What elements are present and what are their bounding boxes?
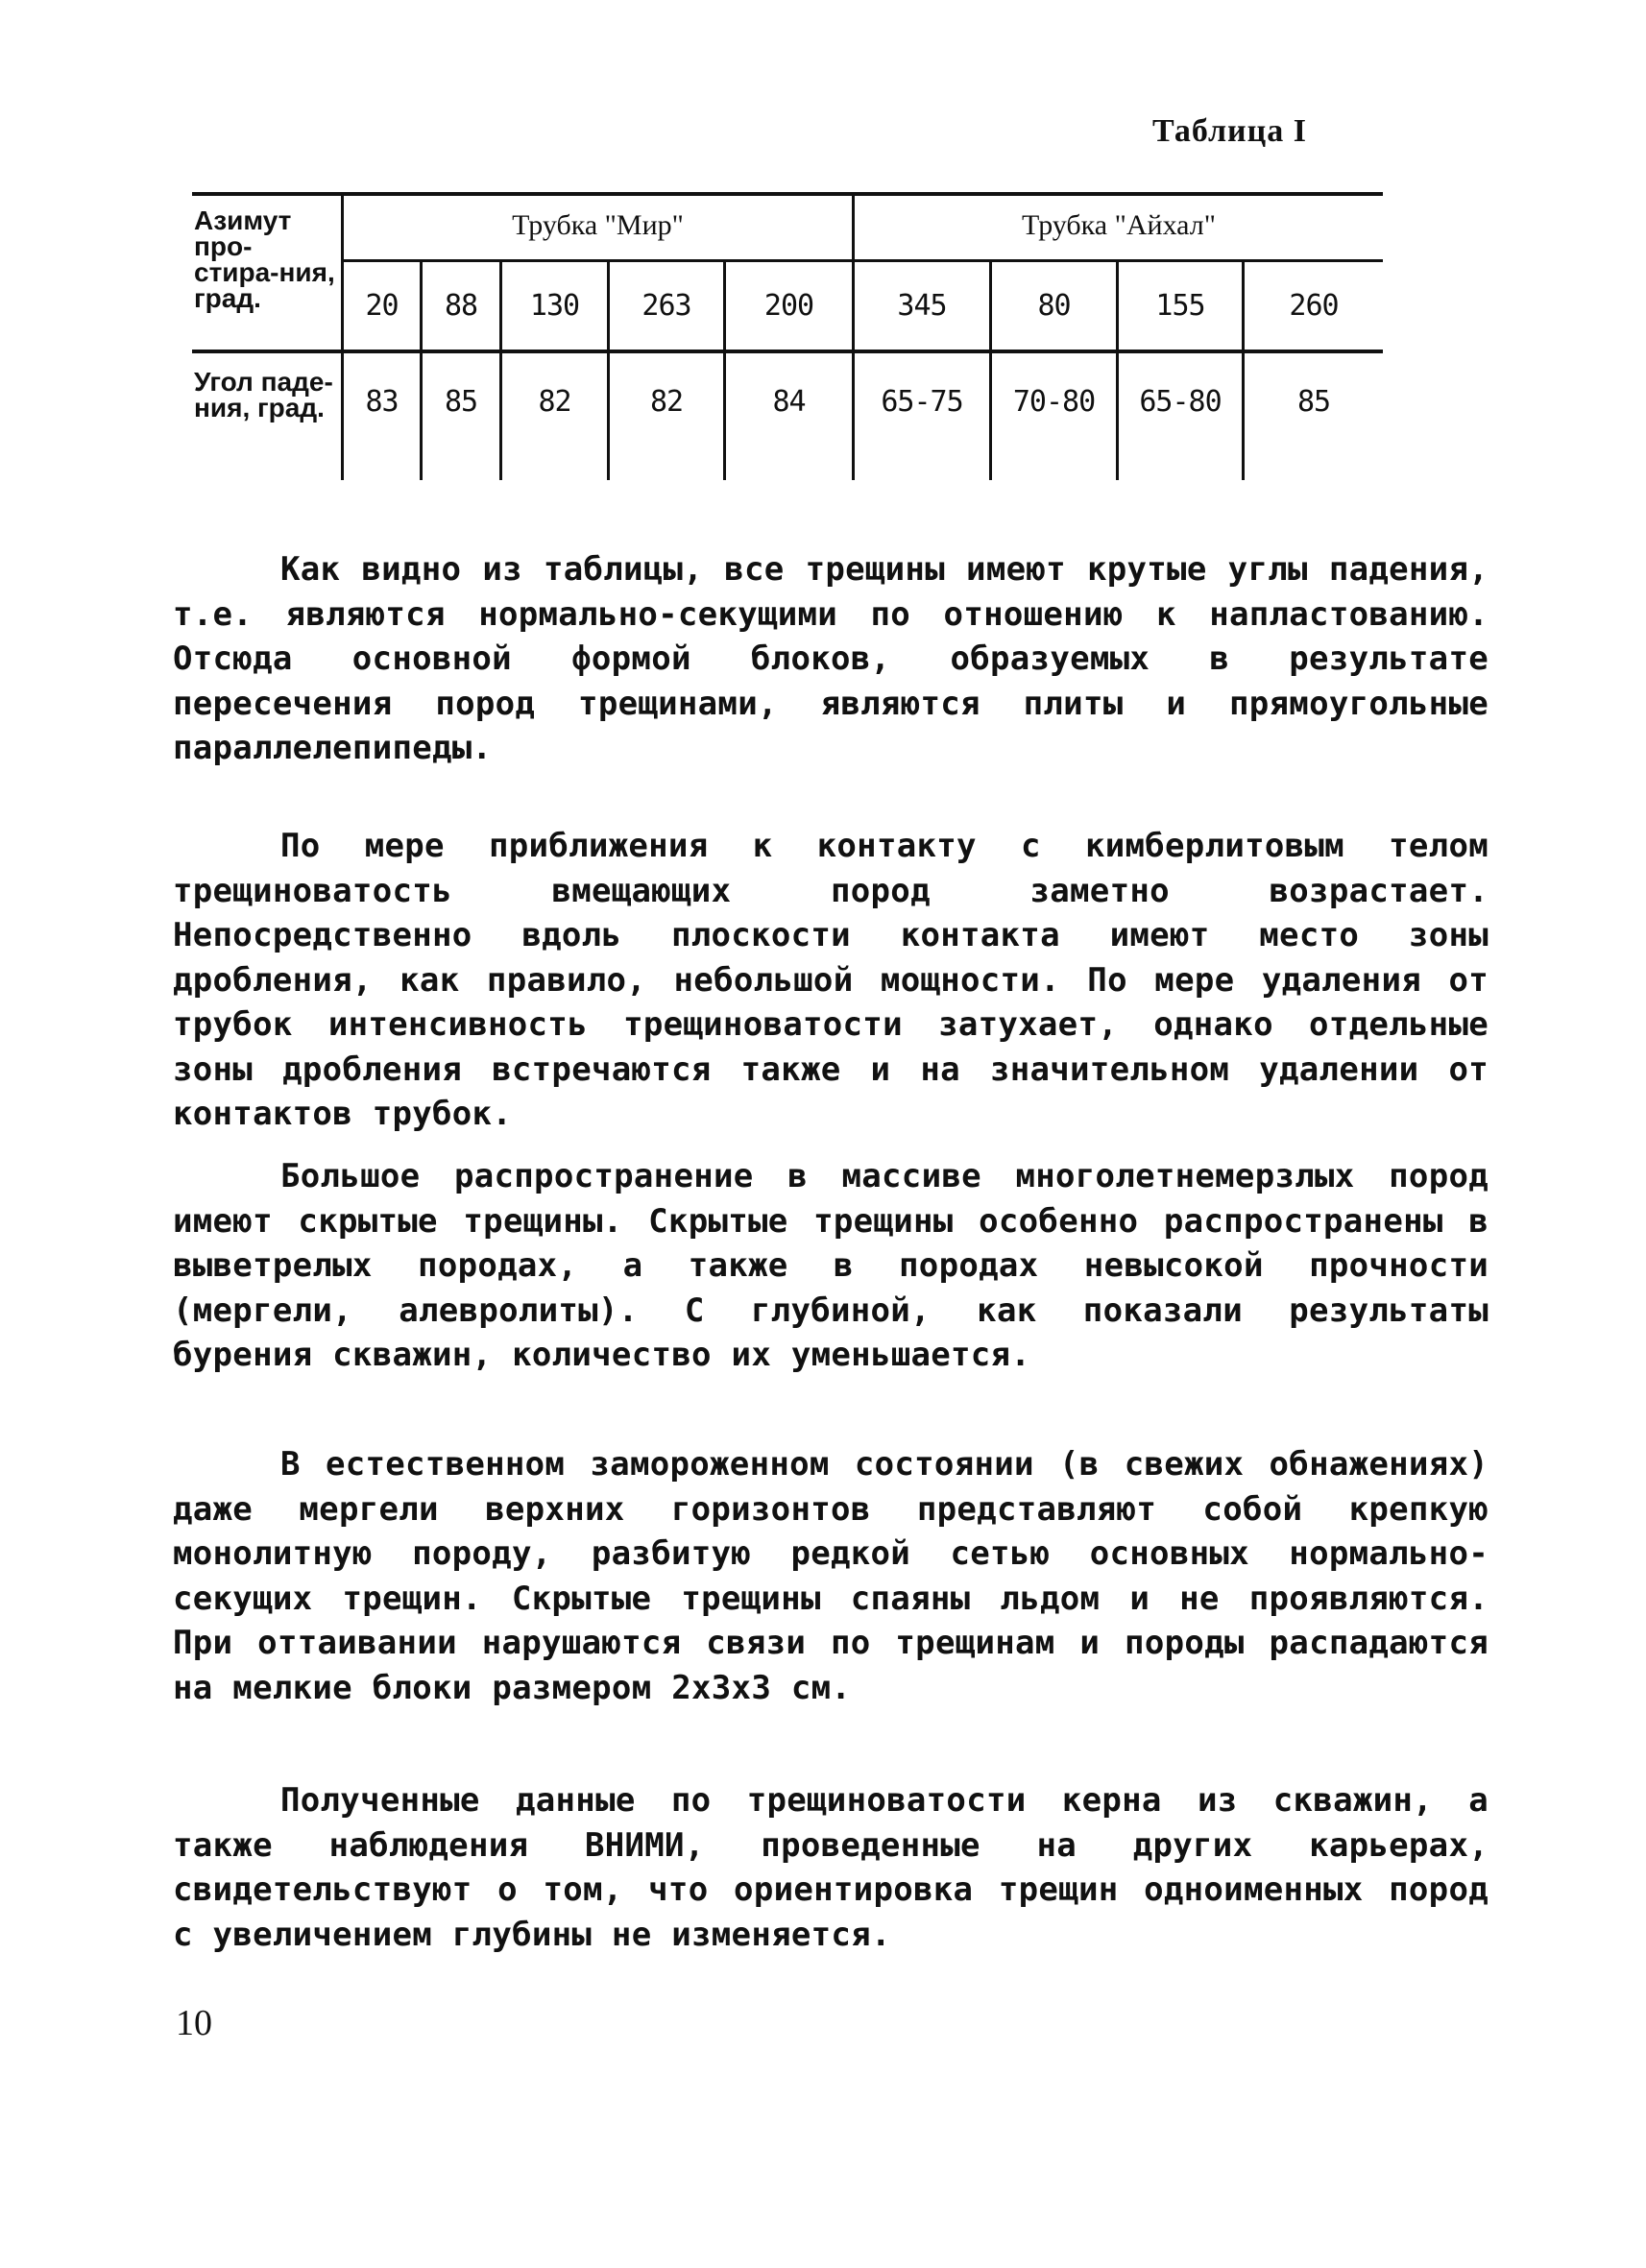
dip-cell: 83 <box>365 384 399 419</box>
azimuth-cell: 345 <box>897 288 947 323</box>
group-header-aikhal: Трубка "Айхал" <box>1022 209 1216 241</box>
dip-cell: 82 <box>649 384 684 419</box>
paragraph-2: По мере приближения к контакту с кимберлитовым телом трещиноватость вмещающих пород заметно возрастает. Непосредственно вдоль плоскости контакта имеют место зоны дробления, как правило, небольшой мощности. По мере удаления от трубок интенсивность трещиноватости затухает, однако отдельные зоны дробления встречаются также и на значительном удалении от контактов трубок. <box>173 827 1489 1133</box>
paragraph-5: Полученные данные по трещиноватости керна из скважин, а также наблюдения ВНИМИ, проведенные на других карьерах, свидетельствуют о том, что ориентировка трещин одноименных пород с увеличением глубины не изменяется. <box>173 1781 1489 1954</box>
azimuth-cell: 20 <box>365 288 399 323</box>
dip-cell: 65-80 <box>1139 384 1222 419</box>
dip-cell: 70-80 <box>1012 384 1096 419</box>
azimuth-cell: 88 <box>444 288 478 323</box>
table-top-rule <box>192 192 1383 196</box>
azimuth-cell: 200 <box>763 288 814 323</box>
paragraph-1: Как видно из таблицы, все трещины имеют крутые углы падения, т.е. являются нормально-секущими по отношению к напластованию. Отсюда основной формой блоков, образуемых в результате пересечения пород трещинами, являются плиты и прямоугольные параллелепипеды. <box>173 550 1489 767</box>
azimuth-cell: 263 <box>641 288 691 323</box>
dip-cell: 65-75 <box>881 384 963 419</box>
paragraph-4: В естественном замороженном состоянии (в свежих обнажениях) даже мергели верхних горизонтов представляют собой крепкую монолитную породу, разбитую редкой сетью основных нормально-секущих трещин. Скрытые трещины спаяны льдом и не проявляются. При оттаивании нарушаются связи по трещинам и породы распадаются на мелкие блоки размером 2х3х3 см. <box>173 1445 1489 1707</box>
page-number: 10 <box>176 2003 212 2043</box>
dip-cell: 84 <box>772 384 806 419</box>
azimuth-cell: 155 <box>1155 288 1205 323</box>
table-label: Таблица I <box>1152 113 1307 149</box>
dip-cell: 85 <box>444 384 478 419</box>
row-header-dip: Угол паде-ния, град. <box>194 367 333 422</box>
dip-cell: 85 <box>1296 384 1331 419</box>
azimuth-cell: 80 <box>1037 288 1071 323</box>
dip-cell: 82 <box>538 384 571 419</box>
row-header-azimuth: Азимут про-стира-ния, град. <box>194 205 335 313</box>
azimuth-cell: 130 <box>529 288 580 323</box>
azimuth-cell: 260 <box>1289 288 1339 323</box>
paragraph-3: Большое распространение в массиве многолетнемерзлых пород имеют скрытые трещины. Скрытые трещины особенно распространены в выветрелых породах, а также в породах невысокой прочности (мергели, алевролиты). С глубиной, как показали результаты бурения скважин, количество их уменьшается. <box>173 1157 1489 1374</box>
data-table <box>192 192 1383 480</box>
group-header-mir: Трубка "Мир" <box>512 209 684 241</box>
